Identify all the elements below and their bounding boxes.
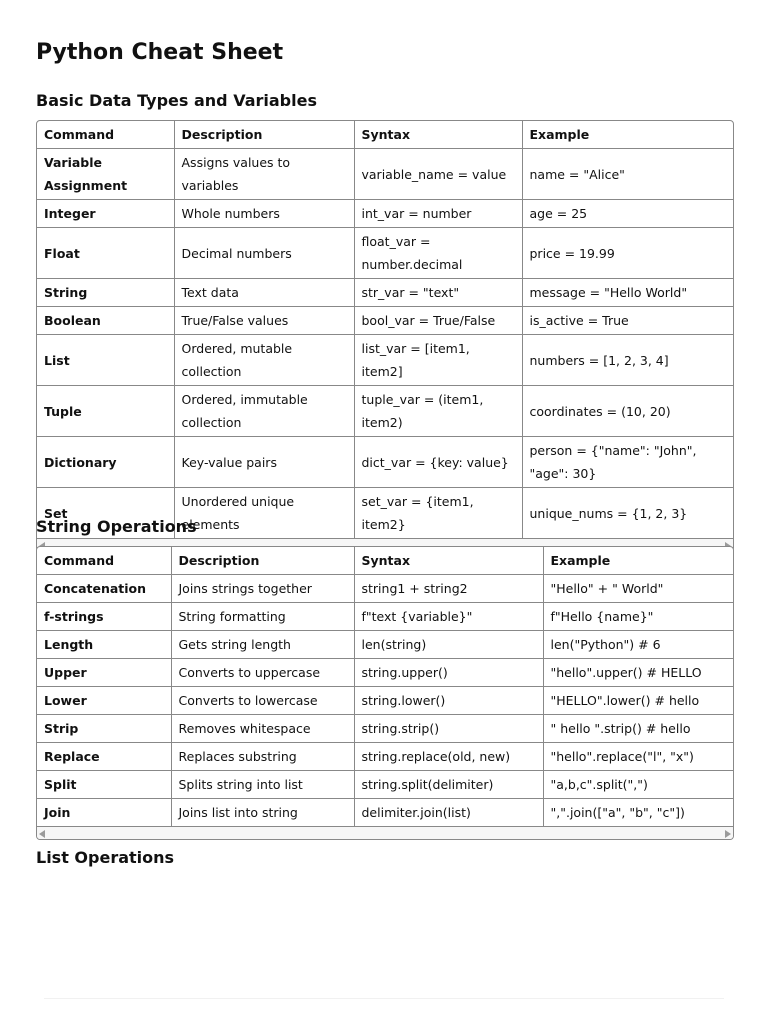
- example-cell: ",".join(["a", "b", "c"]): [543, 799, 733, 827]
- description-cell: Ordered, mutable collection: [174, 335, 354, 386]
- command-cell: Set: [37, 488, 174, 539]
- example-cell: name = "Alice": [522, 149, 733, 200]
- example-cell: "hello".upper() # HELLO: [543, 659, 733, 687]
- command-cell: Tuple: [37, 386, 174, 437]
- command-cell: Split: [37, 771, 171, 799]
- chevron-left-icon[interactable]: [39, 830, 45, 838]
- section-heading-string-operations: String Operations: [36, 517, 197, 536]
- column-header: Command: [37, 547, 171, 575]
- table-header-row: [37, 121, 733, 149]
- table-row: [37, 335, 733, 386]
- string-operations-table: [37, 547, 733, 827]
- example-cell: message = "Hello World": [522, 279, 733, 307]
- command-cell: Float: [37, 228, 174, 279]
- description-cell: Converts to uppercase: [171, 659, 354, 687]
- table-row: [37, 659, 733, 687]
- table-row: [37, 799, 733, 827]
- example-cell: "HELLO".lower() # hello: [543, 687, 733, 715]
- horizontal-scrollbar[interactable]: [37, 827, 733, 839]
- command-cell: Length: [37, 631, 171, 659]
- description-cell: Ordered, immutable collection: [174, 386, 354, 437]
- command-cell: Boolean: [37, 307, 174, 335]
- description-cell: Removes whitespace: [171, 715, 354, 743]
- section-heading-basic-types: Basic Data Types and Variables: [36, 91, 317, 110]
- table-header-row: [37, 547, 733, 575]
- syntax-cell: string.replace(old, new): [354, 743, 543, 771]
- syntax-cell: delimiter.join(list): [354, 799, 543, 827]
- example-cell: age = 25: [522, 200, 733, 228]
- syntax-cell: string.upper(): [354, 659, 543, 687]
- description-cell: Whole numbers: [174, 200, 354, 228]
- command-cell: Join: [37, 799, 171, 827]
- table-row: [37, 437, 733, 488]
- table-row: [37, 743, 733, 771]
- command-cell: Integer: [37, 200, 174, 228]
- command-cell: Upper: [37, 659, 171, 687]
- column-header: Command: [37, 121, 174, 149]
- divider: [44, 998, 724, 999]
- syntax-cell: int_var = number: [354, 200, 522, 228]
- syntax-cell: string.strip(): [354, 715, 543, 743]
- table-row: [37, 386, 733, 437]
- column-header: Syntax: [354, 547, 543, 575]
- syntax-cell: len(string): [354, 631, 543, 659]
- table-row: [37, 307, 733, 335]
- description-cell: String formatting: [171, 603, 354, 631]
- example-cell: len("Python") # 6: [543, 631, 733, 659]
- table-row: [37, 771, 733, 799]
- basic-types-table: [37, 121, 733, 539]
- command-cell: Concatenation: [37, 575, 171, 603]
- syntax-cell: float_var = number.decimal: [354, 228, 522, 279]
- example-cell: "Hello" + " World": [543, 575, 733, 603]
- command-cell: Strip: [37, 715, 171, 743]
- example-cell: "a,b,c".split(","): [543, 771, 733, 799]
- description-cell: Splits string into list: [171, 771, 354, 799]
- example-cell: numbers = [1, 2, 3, 4]: [522, 335, 733, 386]
- example-cell: coordinates = (10, 20): [522, 386, 733, 437]
- command-cell: Replace: [37, 743, 171, 771]
- column-header: Example: [543, 547, 733, 575]
- table-row: [37, 603, 733, 631]
- chevron-right-icon[interactable]: [725, 830, 731, 838]
- page-title: Python Cheat Sheet: [36, 40, 284, 65]
- syntax-cell: dict_var = {key: value}: [354, 437, 522, 488]
- example-cell: price = 19.99: [522, 228, 733, 279]
- syntax-cell: string.lower(): [354, 687, 543, 715]
- basic-types-table-container[interactable]: [36, 120, 734, 552]
- description-cell: Text data: [174, 279, 354, 307]
- syntax-cell: set_var = {item1, item2}: [354, 488, 522, 539]
- table-row: [37, 631, 733, 659]
- example-cell: unique_nums = {1, 2, 3}: [522, 488, 733, 539]
- syntax-cell: list_var = [item1, item2]: [354, 335, 522, 386]
- syntax-cell: str_var = "text": [354, 279, 522, 307]
- column-header: Description: [171, 547, 354, 575]
- command-cell: String: [37, 279, 174, 307]
- table-row: [37, 715, 733, 743]
- table-row: [37, 200, 733, 228]
- syntax-cell: bool_var = True/False: [354, 307, 522, 335]
- column-header: Syntax: [354, 121, 522, 149]
- syntax-cell: f"text {variable}": [354, 603, 543, 631]
- description-cell: Joins list into string: [171, 799, 354, 827]
- command-cell: f-strings: [37, 603, 171, 631]
- example-cell: " hello ".strip() # hello: [543, 715, 733, 743]
- description-cell: Assigns values to variables: [174, 149, 354, 200]
- command-cell: Lower: [37, 687, 171, 715]
- description-cell: Converts to lowercase: [171, 687, 354, 715]
- example-cell: is_active = True: [522, 307, 733, 335]
- table-row: [37, 687, 733, 715]
- syntax-cell: string.split(delimiter): [354, 771, 543, 799]
- syntax-cell: variable_name = value: [354, 149, 522, 200]
- table-row: [37, 279, 733, 307]
- description-cell: True/False values: [174, 307, 354, 335]
- table-row: [37, 149, 733, 200]
- description-cell: Unordered unique elements: [174, 488, 354, 539]
- string-operations-table-container[interactable]: [36, 546, 734, 840]
- table-row: [37, 575, 733, 603]
- column-header: Description: [174, 121, 354, 149]
- table-row: [37, 228, 733, 279]
- example-cell: person = {"name": "John", "age": 30}: [522, 437, 733, 488]
- description-cell: Joins strings together: [171, 575, 354, 603]
- example-cell: "hello".replace("l", "x"): [543, 743, 733, 771]
- command-cell: Variable Assignment: [37, 149, 174, 200]
- description-cell: Key-value pairs: [174, 437, 354, 488]
- description-cell: Decimal numbers: [174, 228, 354, 279]
- column-header: Example: [522, 121, 733, 149]
- section-heading-list-operations: List Operations: [36, 848, 175, 867]
- syntax-cell: string1 + string2: [354, 575, 543, 603]
- syntax-cell: tuple_var = (item1, item2): [354, 386, 522, 437]
- example-cell: f"Hello {name}": [543, 603, 733, 631]
- description-cell: Gets string length: [171, 631, 354, 659]
- description-cell: Replaces substring: [171, 743, 354, 771]
- command-cell: List: [37, 335, 174, 386]
- command-cell: Dictionary: [37, 437, 174, 488]
